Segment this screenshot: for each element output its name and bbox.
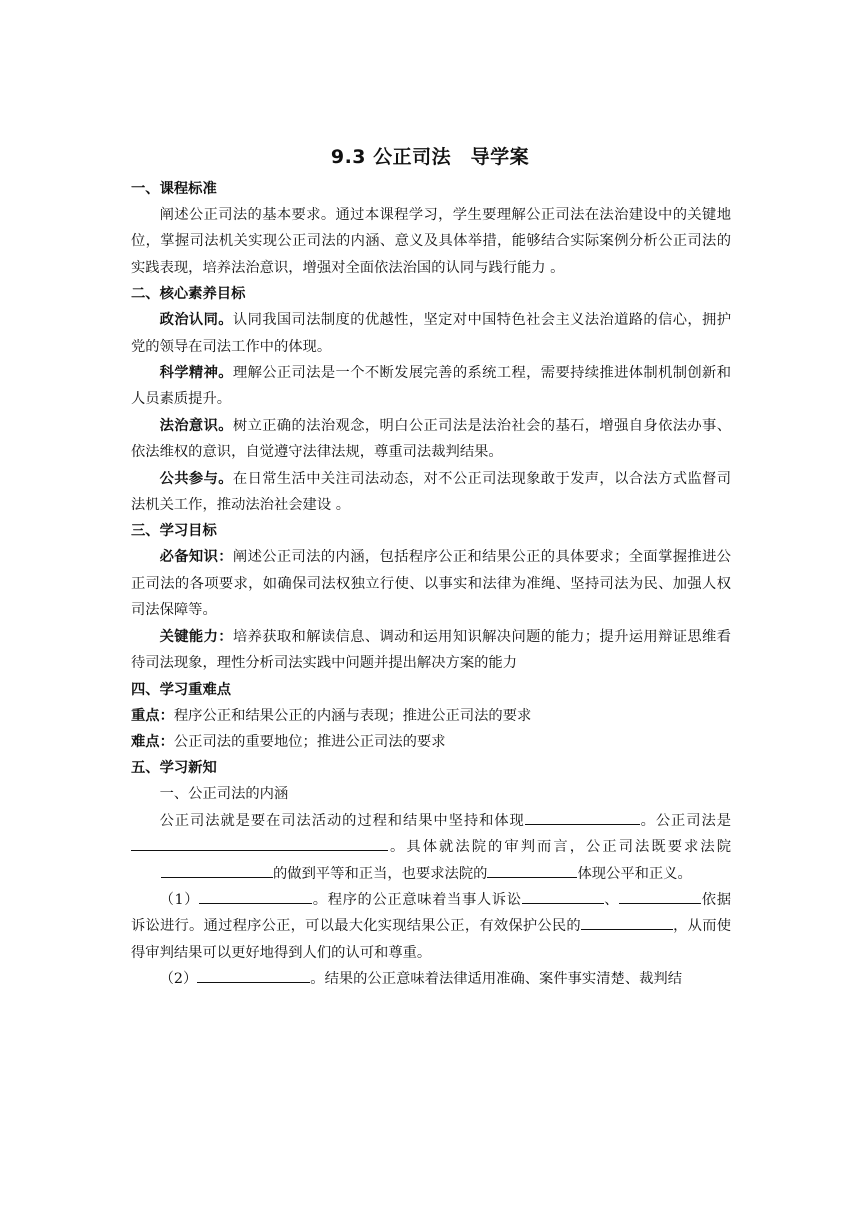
text-run: 的做到平等和正当，也要求法院的	[273, 865, 488, 882]
literacy-item	[131, 413, 731, 466]
fill-paragraph-2	[131, 887, 731, 966]
goal-label: 必备知识：	[159, 549, 233, 566]
answer-blank[interactable]	[131, 836, 388, 851]
goal-text: 培养获取和解读信息、调动和运用知识解决问题的能力；提升运用辩证思维看待司法现象，理性分析司法实践中问题并提出解决方案的能力	[131, 628, 732, 672]
literacy-text: 理解公正司法是一个不断发展完善的系统工程，需要持续推进体制机制创新和人员素质提升。	[131, 365, 732, 408]
key-point-line	[131, 703, 731, 729]
literacy-item	[131, 307, 731, 360]
text-run: 依据诉讼进行。通过程序公正，可以最大化实现结果公正，有效保护公民的	[131, 891, 732, 935]
answer-blank[interactable]	[522, 889, 604, 904]
fill-paragraph-3	[131, 966, 731, 992]
answer-blank[interactable]	[487, 863, 577, 878]
literacy-item	[131, 360, 731, 413]
section-heading-curriculum: 一、课程标准	[131, 181, 217, 197]
text-run: 。结果的公正意味着法律适用准确、案件事实清楚、裁判结	[310, 971, 683, 988]
text-run: （2）	[159, 971, 198, 988]
section-heading-new-knowledge: 五、学习新知	[131, 760, 217, 777]
text-run: 。程序的公正意味着当事人诉讼	[312, 891, 522, 908]
text-run: 体现公平和正义。	[577, 865, 692, 882]
answer-blank[interactable]	[199, 889, 312, 904]
page-title: 9.3 公正司法 导学案	[330, 146, 530, 168]
difficult-point-text: 公正司法的重要地位；推进公正司法的要求	[173, 733, 446, 750]
goal-text: 阐述公正司法的内涵，包括程序公正和结果公正的具体要求；全面掌握推进公正司法的各项要求，如确保司法权独立行使、以事实和法律为准绳、坚持司法为民、加强人权司法保障等。	[131, 549, 732, 619]
text-run: （1）	[159, 891, 200, 908]
subsection-heading: 一、公正司法的内涵	[159, 786, 289, 803]
section-heading-core-literacy: 二、核心素养目标	[131, 286, 246, 303]
section-heading-key-points: 四、学习重难点	[131, 681, 232, 698]
text-run: 公正司法就是要在司法活动的过程和结果中坚持和体现	[159, 812, 525, 829]
answer-blank[interactable]	[525, 810, 640, 825]
answer-blank[interactable]	[161, 863, 273, 878]
section-heading-learning-goals: 三、学习目标	[131, 523, 217, 540]
goal-item	[131, 624, 731, 677]
text-run: 。具体就法院的审判而言，公正司法既要求法院	[388, 839, 731, 856]
literacy-label: 公共参与。	[159, 470, 233, 487]
goal-label: 关键能力：	[159, 628, 233, 645]
answer-blank[interactable]	[619, 889, 701, 904]
difficult-point-label: 难点：	[131, 733, 174, 750]
key-point-text: 程序公正和结果公正的内涵与表现；推进公正司法的要求	[173, 707, 532, 724]
difficult-point-line	[131, 729, 731, 755]
fill-paragraph-1	[131, 808, 731, 887]
key-point-label: 重点：	[131, 707, 174, 724]
literacy-item	[131, 466, 731, 519]
literacy-text: 在日常生活中关注司法动态，对不公正司法现象敢于发声，以合法方式监督司法机关工作，推动法治社会建设 。	[131, 470, 732, 514]
literacy-text: 树立正确的法治观念，明白公正司法是法治社会的基石，增强自身依法办事、依法维权的意识，自觉遵守法律法规，尊重司法裁判结果。	[131, 417, 732, 461]
text-run: ，从而使得审判结果可以更好地得到人们的认可和尊重。	[131, 918, 732, 961]
text-run: 、	[603, 891, 620, 908]
literacy-label: 法治意识。	[159, 417, 233, 434]
curriculum-paragraph: 阐述公正司法的基本要求。通过本课程学习，学生要理解公正司法在法治建设中的关键地位，掌握司法机关实现公正司法的内涵、意义及具体举措，能够结合实际案例分析公正司法的实践表现，培养法治意识，增强对全面依法治国的认同与践行能力 。	[131, 207, 731, 276]
literacy-text: 认同我国司法制度的优越性，坚定对中国特色社会主义法治道路的信心，拥护党的领导在司法工作中的体现。	[131, 312, 732, 355]
document-body	[131, 176, 731, 993]
literacy-label: 科学精神。	[159, 365, 233, 382]
answer-blank[interactable]	[581, 915, 673, 930]
goal-item	[131, 544, 731, 623]
answer-blank[interactable]	[197, 968, 310, 983]
text-run: 。公正司法是	[639, 812, 731, 829]
literacy-label: 政治认同。	[159, 312, 233, 329]
